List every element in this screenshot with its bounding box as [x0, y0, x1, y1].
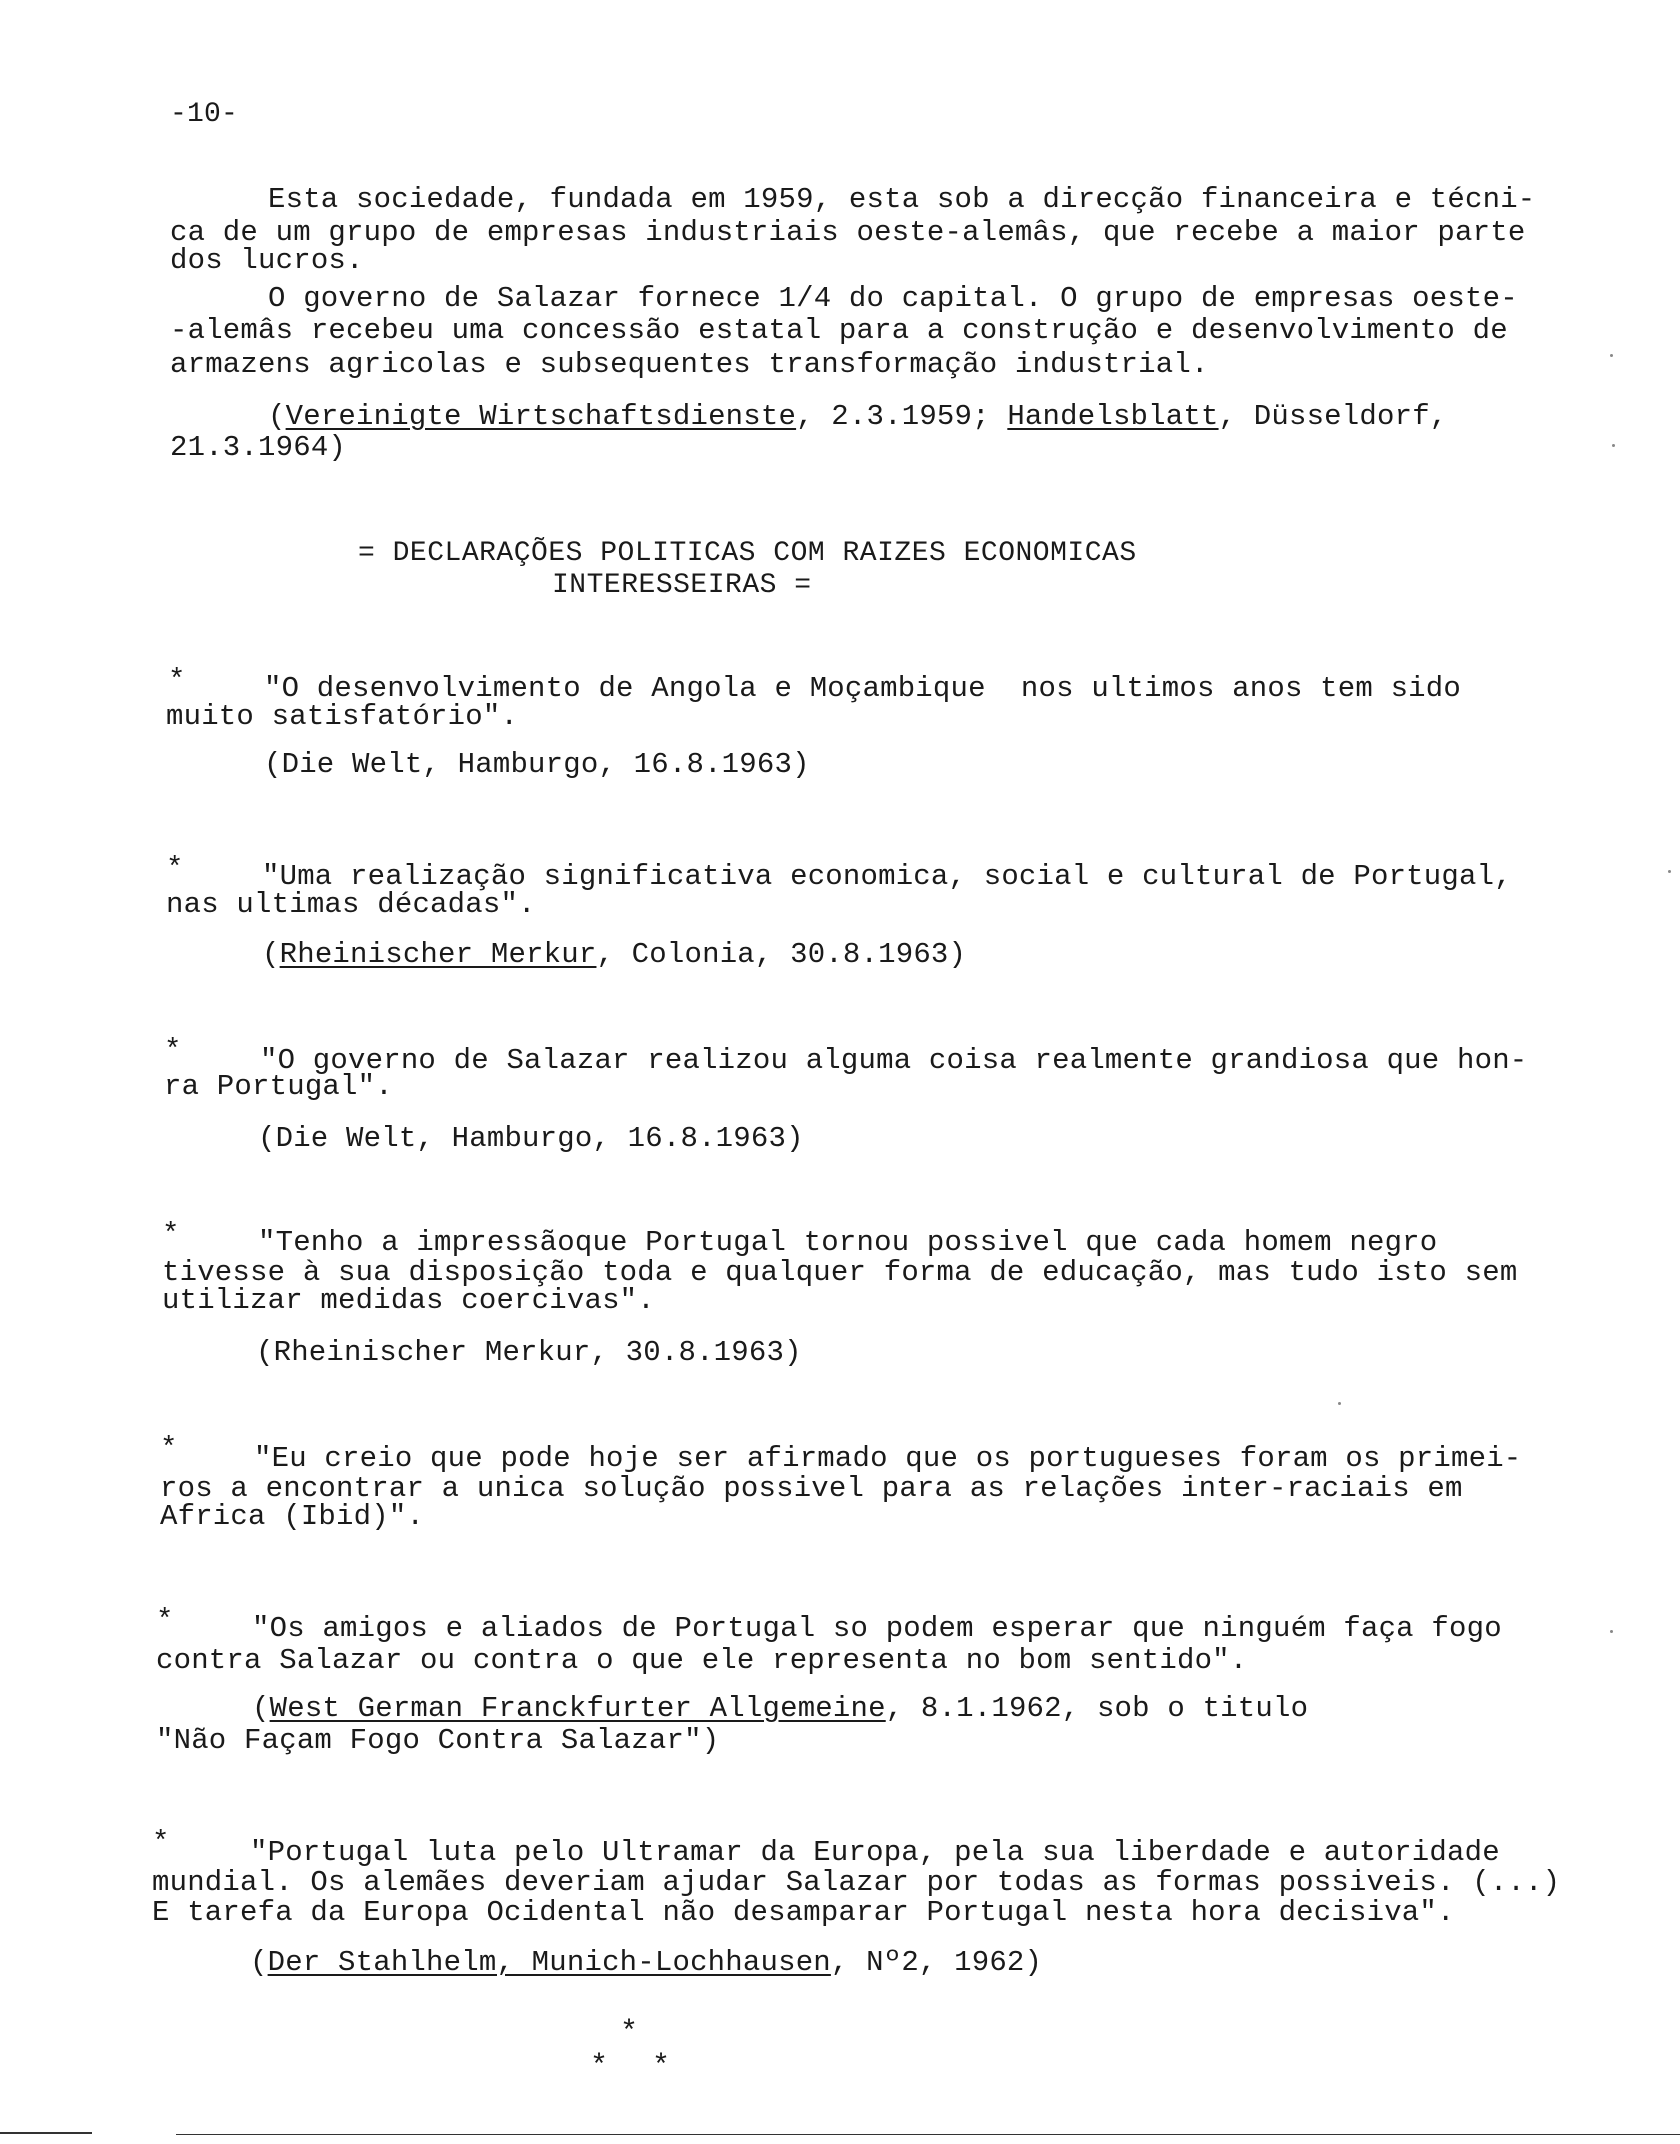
quote-source: (Der Stahlhelm, Munich-Lochhausen, Nº2, 1962)	[250, 1946, 1043, 1979]
quote-line: Africa (Ibid)".	[160, 1500, 425, 1533]
quote-line: mundial. Os alemães deveriam ajudar Salazar por todas as formas possiveis. (...)	[152, 1866, 1561, 1899]
bullet: *	[166, 852, 184, 885]
quote-line: E tarefa da Europa Ocidental não desamparar Portugal nesta hora decisiva".	[152, 1896, 1455, 1929]
quote-line: tivesse à sua disposição toda e qualquer forma de educação, mas tudo isto sem	[162, 1256, 1518, 1289]
closing-star: *	[652, 2050, 671, 2084]
quote-line: muito satisfatório".	[166, 700, 519, 733]
scan-speck	[1338, 1402, 1341, 1405]
intro-source-line-2: 21.3.1964)	[170, 431, 347, 464]
source-publication: Vereinigte Wirtschaftsdienste	[285, 400, 797, 433]
quote-line: ra Portugal".	[164, 1070, 393, 1103]
bullet: *	[156, 1604, 174, 1637]
bullet: *	[168, 664, 186, 697]
closing-star: *	[620, 2016, 639, 2050]
quote-line: utilizar medidas coercivas".	[162, 1284, 655, 1317]
scan-speck	[1610, 354, 1613, 357]
scan-speck	[1668, 870, 1671, 873]
quote-line: "Uma realização significativa economica, social e cultural de Portugal,	[262, 860, 1512, 893]
quote-source: (Rheinischer Merkur, Colonia, 30.8.1963)	[262, 938, 967, 971]
scan-edge-line	[176, 2134, 1680, 2135]
source-publication: Rheinischer Merkur	[279, 938, 597, 971]
section-heading-line-2: INTERESSEIRAS =	[552, 570, 812, 601]
page-number: -10-	[170, 99, 239, 130]
intro-line-3: dos lucros.	[170, 244, 364, 277]
quote-line: nas ultimas décadas".	[166, 888, 536, 921]
quote-line: "Tenho a impressãoque Portugal tornou possivel que cada homem negro	[258, 1226, 1438, 1259]
scan-speck	[1610, 1630, 1613, 1633]
quote-line: "Portugal luta pelo Ultramar da Europa, pela sua liberdade e autoridade	[250, 1836, 1500, 1869]
intro-line-4: O governo de Salazar fornece 1/4 do capital. O grupo de empresas oeste-	[268, 282, 1518, 315]
intro-line-2: ca de um grupo de empresas industriais oeste-alemâs, que recebe a maior parte	[170, 216, 1526, 249]
quote-line: "O desenvolvimento de Angola e Moçambique nos ultimos anos tem sido	[264, 672, 1461, 705]
bullet: *	[160, 1432, 178, 1465]
source-publication: Handelsblatt	[1007, 400, 1219, 433]
quote-source: (Rheinischer Merkur, 30.8.1963)	[256, 1336, 802, 1369]
quote-source: (Die Welt, Hamburgo, 16.8.1963)	[258, 1122, 804, 1155]
intro-line-1: Esta sociedade, fundada em 1959, esta sob a direcção financeira e técni-	[268, 183, 1536, 216]
bullet: *	[152, 1826, 170, 1859]
quote-line: "Os amigos e aliados de Portugal so podem esperar que ninguém faça fogo	[252, 1612, 1502, 1645]
bullet: *	[164, 1034, 182, 1067]
closing-star: *	[590, 2050, 609, 2084]
intro-source: (Vereinigte Wirtschaftsdienste, 2.3.1959; Handelsblatt, Düsseldorf,	[268, 400, 1448, 433]
quote-source: (Die Welt, Hamburgo, 16.8.1963)	[264, 748, 810, 781]
scan-edge-line	[0, 2132, 92, 2134]
source-publication: Der Stahlhelm, Munich-Lochhausen	[267, 1946, 831, 1979]
quote-line: "Eu creio que pode hoje ser afirmado que os portugueses foram os primei-	[254, 1442, 1522, 1475]
quote-source-line-2: "Não Façam Fogo Contra Salazar")	[156, 1724, 720, 1757]
quote-line: "O governo de Salazar realizou alguma coisa realmente grandiosa que hon-	[260, 1044, 1528, 1077]
quote-line: contra Salazar ou contra o que ele representa no bom sentido".	[156, 1644, 1248, 1677]
quote-source: (West German Franckfurter Allgemeine, 8.1.1962, sob o titulo	[252, 1692, 1309, 1725]
bullet: *	[162, 1218, 180, 1251]
scan-speck	[1612, 444, 1615, 447]
source-publication: West German Franckfurter Allgemeine	[269, 1692, 886, 1725]
section-heading: = DECLARAÇÕES POLITICAS COM RAIZES ECONOMICAS	[358, 538, 1137, 569]
intro-line-6: armazens agricolas e subsequentes transformação industrial.	[170, 348, 1209, 381]
quote-line: ros a encontrar a unica solução possivel para as relações inter-raciais em	[160, 1472, 1463, 1505]
intro-line-5: -alemâs recebeu uma concessão estatal para a construção e desenvolvimento de	[170, 314, 1508, 347]
